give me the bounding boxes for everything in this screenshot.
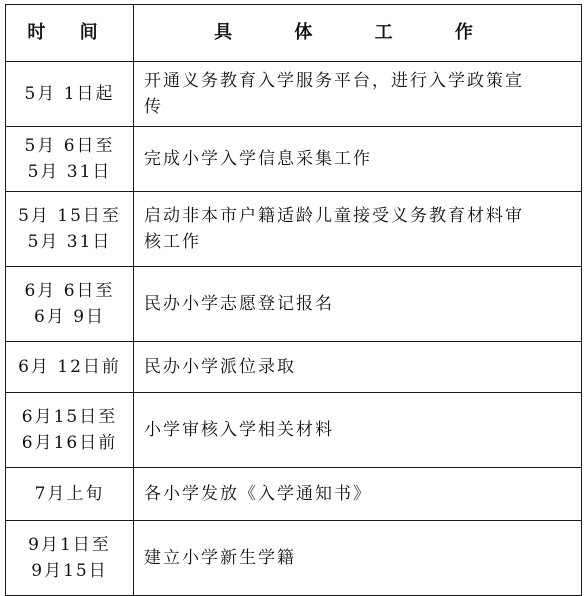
- work-text: 各小学发放《入学通知书》: [144, 484, 372, 504]
- work-text: 完成小学入学信息采集工作: [144, 149, 372, 169]
- time-text: 5月 31日: [27, 162, 112, 182]
- time-cell: [6, 127, 134, 192]
- work-cell: [134, 267, 582, 342]
- time-cell: [6, 521, 134, 596]
- table-row: [6, 267, 582, 342]
- table-row: [6, 521, 582, 596]
- time-text: 9月1日至: [28, 535, 111, 555]
- time-cell: [6, 468, 134, 521]
- time-text: 9月15日: [31, 561, 108, 581]
- work-text: 核工作: [144, 232, 201, 252]
- work-text: 民办小学志愿登记报名: [144, 294, 334, 314]
- time-cell: [6, 192, 134, 267]
- time-text: 6月 6日至: [24, 281, 115, 301]
- time-cell: [6, 342, 134, 393]
- time-cell: [6, 267, 134, 342]
- time-cell: [6, 393, 134, 468]
- work-text: 建立小学新生学籍: [144, 548, 296, 568]
- work-cell: [134, 192, 582, 267]
- work-cell: [134, 521, 582, 596]
- schedule-table: [5, 4, 582, 596]
- table-row: [6, 192, 582, 267]
- time-text: 6月 9日: [33, 307, 106, 327]
- header-time: 时 间: [6, 5, 134, 62]
- table-header-row: [6, 5, 582, 62]
- time-text: 6月16日前: [21, 433, 118, 453]
- table-row: [6, 342, 582, 393]
- time-cell: [6, 62, 134, 127]
- work-text: 开通义务教育入学服务平台，进行入学政策宣: [144, 71, 524, 91]
- work-text: 启动非本市户籍适龄儿童接受义务教育材料审: [144, 206, 524, 226]
- work-cell: [134, 62, 582, 127]
- work-text: 小学审核入学相关材料: [144, 420, 334, 440]
- work-cell: [134, 393, 582, 468]
- table-row: [6, 127, 582, 192]
- time-text: 5月 31日: [27, 232, 112, 252]
- work-text: 民办小学派位录取: [144, 357, 296, 377]
- work-cell: [134, 127, 582, 192]
- work-cell: [134, 342, 582, 393]
- time-text: 7月上旬: [34, 484, 105, 504]
- header-work: 具 体 工 作: [134, 5, 582, 62]
- table-row: [6, 393, 582, 468]
- time-text: 6月 12日前: [18, 357, 121, 377]
- work-cell: [134, 468, 582, 521]
- time-text: 5月 15日至: [18, 206, 121, 226]
- work-text: 传: [144, 97, 163, 117]
- table-row: [6, 62, 582, 127]
- time-text: 5月 6日至: [24, 136, 115, 156]
- time-text: 5月 1日起: [24, 84, 115, 104]
- table-row: [6, 468, 582, 521]
- time-text: 6月15日至: [21, 407, 118, 427]
